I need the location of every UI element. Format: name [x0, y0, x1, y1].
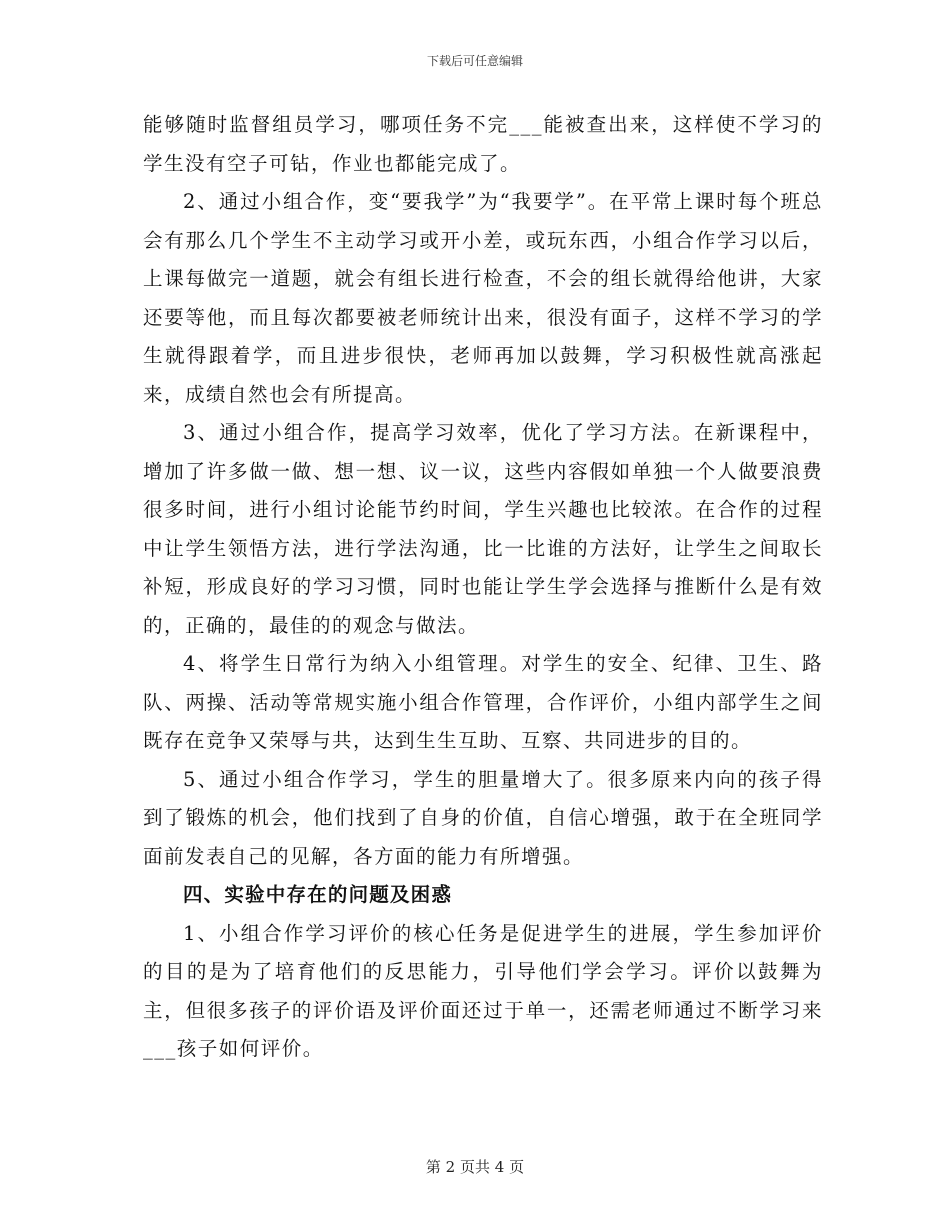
paragraph-continuation: 能够随时监督组员学习，哪项任务不完___能被查出来，这样使不学习的学生没有空子可钻，作业也都能完成了。: [143, 113, 823, 175]
paragraph-problem-1: 1、小组合作学习评价的核心任务是促进学生的进展，学生参加评价的目的是为了培育他们的反思能力，引导他们学会学习。评价以鼓舞为主，但很多孩子的评价语及评价面还过于单一，还需老师通过不断学习来___孩子如何评价。: [143, 921, 823, 1060]
paragraph-item-4: 4、将学生日常行为纳入小组管理。对学生的安全、纪律、卫生、路队、两操、活动等常规实施小组合作管理，合作评价，小组内部学生之间既存在竞争又荣辱与共，达到生生互助、互察、共同进步的目的。: [143, 652, 823, 752]
document-body: [143, 106, 823, 1069]
paragraph-item-5: 5、通过小组合作学习，学生的胆量增大了。很多原来内向的孩子得到了锻炼的机会，他们找到了自身的价值，自信心增强，敢于在全班同学面前发表自己的见解，各方面的能力有所增强。: [143, 767, 823, 868]
page-number: 第 2 页共 4 页: [425, 1158, 525, 1176]
page-header: 下载后可任意编辑: [426, 54, 523, 68]
paragraph-item-2: 2、通过小组合作，变“要我学”为“我要学”。在平常上课时每个班总会有那么几个学生不主动学习或开小差，或玩东西，小组合作学习以后，上课每做完一道题，就会有组长进行检查，不会的组长就得给他讲，大家还要等他，而且每次都要被老师统计出来，很没有面子，这样不学习的学生就得跟着学，而且进步很快，老师再加以鼓舞，学习积极性就高涨起来，成绩自然也会有所提高。: [143, 190, 823, 406]
paragraph-item-3: 3、通过小组合作，提高学习效率，优化了学习方法。在新课程中，增加了许多做一做、想一想、议一议，这些内容假如单独一个人做要浪费很多时间，进行小组讨论能节约时间，学生兴趣也比较浓。在合作的过程中让学生领悟方法，进行学法沟通，比一比谁的方法好，让学生之间取长补短，形成良好的学习习惯，同时也能让学生学会选择与推断什么是有效的，正确的，最佳的的观念与做法。: [143, 421, 823, 637]
section-heading: 四、实验中存在的问题及困惑: [182, 883, 453, 906]
